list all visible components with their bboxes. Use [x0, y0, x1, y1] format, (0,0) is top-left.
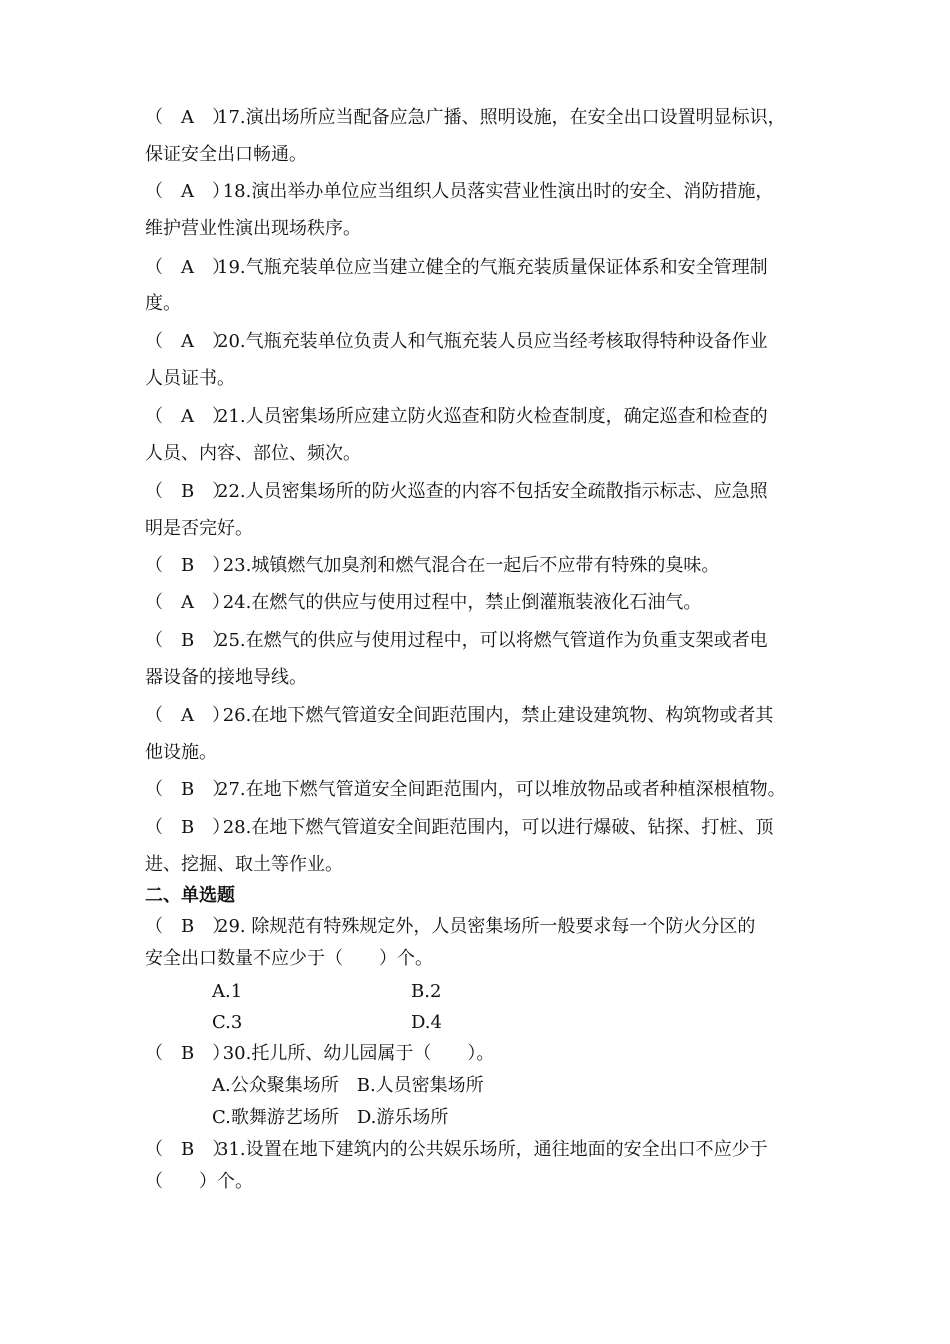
- question-18-text: 18.演出举办单位应当组织人员落实营业性演出时的安全、消防措施，: [217, 181, 774, 202]
- question-24-text: 24.在燃气的供应与使用过程中，禁止倒灌瓶装液化石油气。: [217, 592, 702, 613]
- q29-option-d: D.4: [411, 1012, 442, 1033]
- question-29-line-2: 安全出口数量不应少于（ ）个。: [145, 948, 433, 969]
- question-19-text: 19.气瓶充装单位应当建立健全的气瓶充装质量保证体系和安全管理制: [217, 257, 768, 278]
- answer-29: （ B ）: [145, 916, 231, 937]
- question-20-line-2: 人员证书。: [145, 368, 235, 389]
- answer-31: （ B ）: [145, 1139, 231, 1160]
- question-28-text: 28.在地下燃气管道安全间距范围内，可以进行爆破、钻探、打桩、顶: [217, 817, 774, 838]
- answer-23: （ B ）: [145, 555, 231, 576]
- answer-28: （ B ）: [145, 817, 231, 838]
- answer-27: （ B ）: [145, 779, 231, 800]
- question-28-line-1: [145, 816, 773, 840]
- question-31-line-1: [145, 1138, 768, 1162]
- q30-options-ab: A.公众聚集场所 B.人员密集场所: [212, 1075, 484, 1096]
- question-18-line-2: 维护营业性演出现场秩序。: [145, 218, 361, 239]
- answer-24: （ A ）: [145, 592, 230, 613]
- answer-17: （ A ）: [145, 107, 230, 128]
- question-26-line-1: [145, 704, 773, 728]
- answer-20: （ A ）: [145, 331, 230, 352]
- question-21-text: 21.人员密集场所应建立防火巡查和防火检查制度，确定巡查和检查的: [217, 406, 768, 427]
- answer-30: （ B ）: [145, 1043, 231, 1064]
- answer-18: （ A ）: [145, 181, 230, 202]
- question-31-text: 31.设置在地下建筑内的公共娱乐场所，通往地面的安全出口不应少于: [217, 1139, 768, 1160]
- q29-option-b: B.2: [411, 981, 442, 1002]
- question-19-line-2: 度。: [145, 293, 181, 314]
- q29-option-c: C.3: [212, 1012, 243, 1033]
- question-18-line-1: [145, 180, 773, 204]
- question-22-line-2: 明是否完好。: [145, 518, 253, 539]
- question-20-line-1: [145, 330, 768, 354]
- question-25-text: 25.在燃气的供应与使用过程中，可以将燃气管道作为负重支架或者电: [217, 630, 768, 651]
- question-23-line-1: [145, 554, 719, 578]
- question-17-line-1: [145, 106, 786, 130]
- question-25-line-2: 器设备的接地导线。: [145, 667, 307, 688]
- question-22-text: 22.人员密集场所的防火巡查的内容不包括安全疏散指示标志、应急照: [217, 481, 768, 502]
- answer-25: （ B ）: [145, 630, 231, 651]
- question-21-line-1: [145, 405, 768, 429]
- question-19-line-1: [145, 256, 768, 280]
- answer-19: （ A ）: [145, 257, 230, 278]
- question-25-line-1: [145, 629, 768, 653]
- question-17-line-2: 保证安全出口畅通。: [145, 144, 307, 165]
- question-30-line-1: [145, 1042, 494, 1066]
- question-23-text: 23.城镇燃气加臭剂和燃气混合在一起后不应带有特殊的臭味。: [217, 555, 720, 576]
- question-29-text: 29. 除规范有特殊规定外，人员密集场所一般要求每一个防火分区的: [217, 916, 756, 937]
- question-30-text: 30.托儿所、幼儿园属于（ ）。: [217, 1043, 495, 1064]
- answer-26: （ A ）: [145, 705, 230, 726]
- question-22-line-1: [145, 480, 768, 504]
- question-27-line-1: [145, 778, 786, 802]
- question-21-line-2: 人员、内容、部位、频次。: [145, 443, 361, 464]
- question-24-line-1: [145, 591, 701, 615]
- question-17-text: 17.演出场所应当配备应急广播、照明设施，在安全出口设置明显标识，: [217, 107, 786, 128]
- question-26-line-2: 他设施。: [145, 742, 217, 763]
- answer-22: （ B ）: [145, 481, 231, 502]
- question-28-line-2: 进、挖掘、取土等作业。: [145, 854, 343, 875]
- section-heading: 二、单选题: [145, 885, 235, 906]
- q29-option-a: A.1: [212, 981, 243, 1002]
- question-29-line-1: [145, 915, 755, 939]
- answer-21: （ A ）: [145, 406, 230, 427]
- q30-options-cd: C.歌舞游艺场所 D.游乐场所: [212, 1107, 449, 1128]
- question-26-text: 26.在地下燃气管道安全间距范围内，禁止建设建筑物、构筑物或者其: [217, 705, 774, 726]
- question-31-line-2: （ ）个。: [145, 1171, 253, 1192]
- question-27-text: 27.在地下燃气管道安全间距范围内，可以堆放物品或者种植深根植物。: [217, 779, 786, 800]
- question-20-text: 20.气瓶充装单位负责人和气瓶充装人员应当经考核取得特种设备作业: [217, 331, 768, 352]
